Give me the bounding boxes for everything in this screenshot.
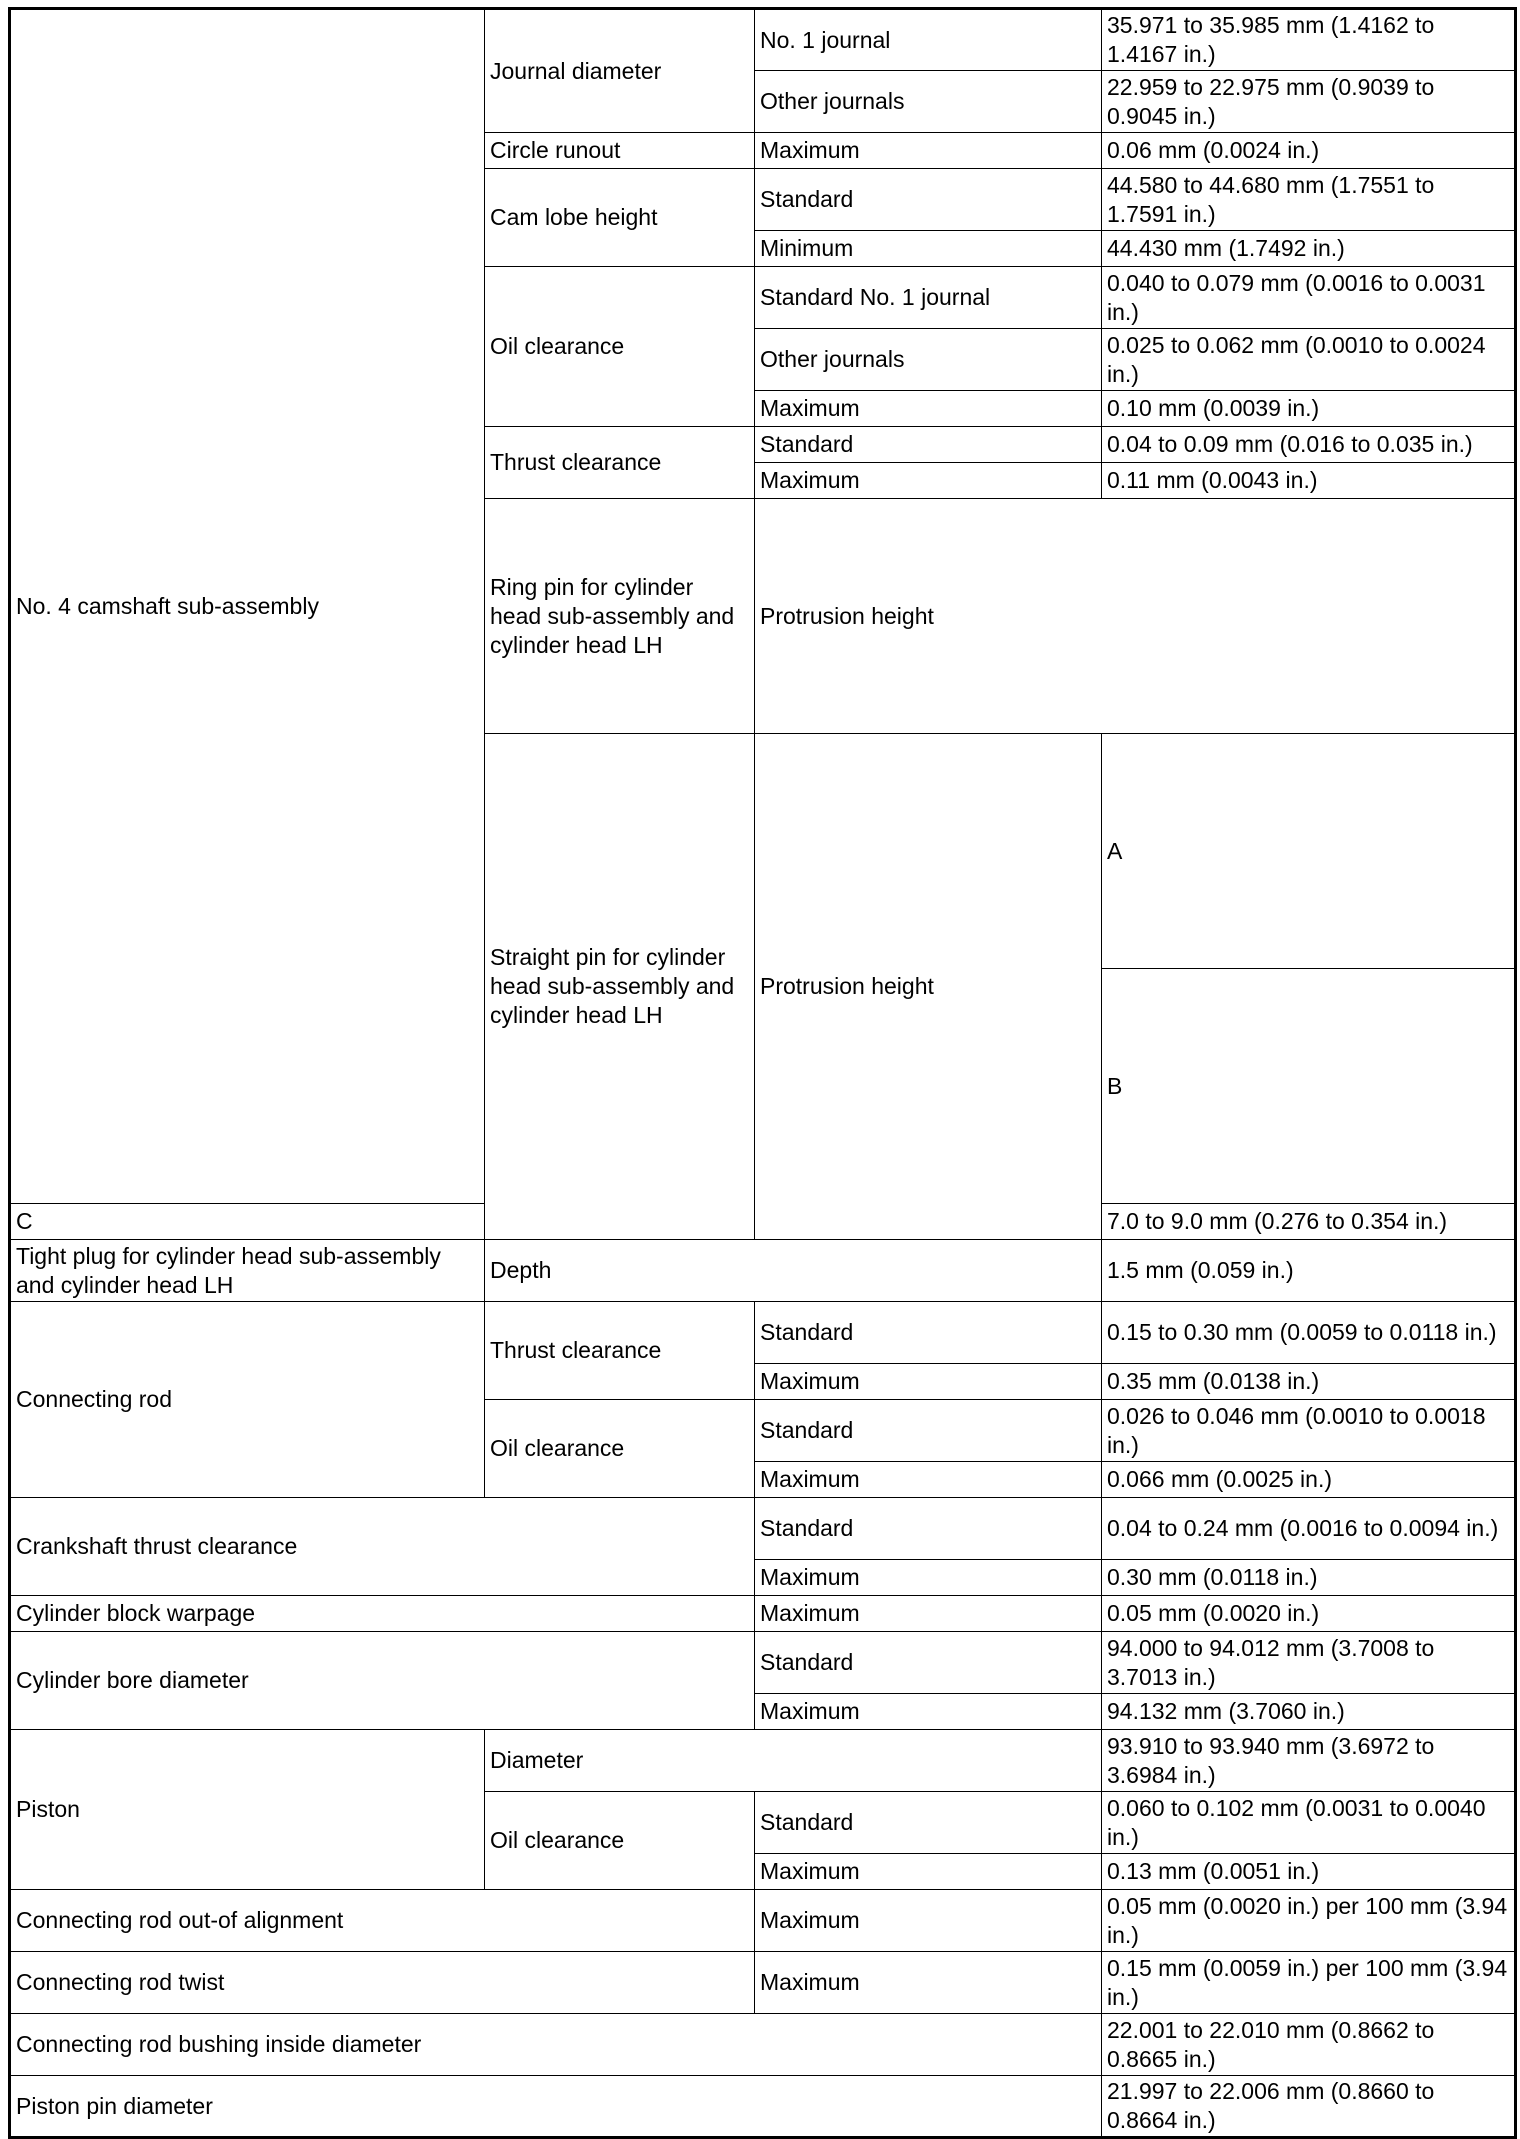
value-cell: 0.11 mm (0.0043 in.) xyxy=(1102,463,1516,499)
condition-cell: No. 1 journal xyxy=(755,9,1102,71)
condition-cell: Maximum xyxy=(755,1462,1102,1498)
component-cell: Connecting rod out-of alignment xyxy=(10,1890,755,1952)
condition-cell: Maximum xyxy=(755,391,1102,427)
component-cell: C xyxy=(10,1204,485,1240)
condition-cell: Standard No. 1 journal xyxy=(755,267,1102,329)
value-cell: 0.026 to 0.046 mm (0.0010 to 0.0018 in.) xyxy=(1102,1400,1516,1462)
condition-cell: Maximum xyxy=(755,1890,1102,1952)
value-cell: 7.0 to 9.0 mm (0.276 to 0.354 in.) xyxy=(1102,1204,1516,1240)
item-cell: Cam lobe height xyxy=(485,169,755,267)
value-cell: 0.04 to 0.09 mm (0.016 to 0.035 in.) xyxy=(1102,427,1516,463)
value-cell: 21.997 to 22.006 mm (0.8660 to 0.8664 in.) xyxy=(1102,2076,1516,2138)
value-cell: 0.35 mm (0.0138 in.) xyxy=(1102,1364,1516,1400)
condition-cell: Maximum xyxy=(755,133,1102,169)
item-cell: Oil clearance xyxy=(485,267,755,427)
condition-cell: Maximum xyxy=(755,1694,1102,1730)
condition-cell: Standard xyxy=(755,1632,1102,1694)
condition-cell: Standard xyxy=(755,1498,1102,1560)
table-row xyxy=(10,1890,1516,1952)
specification-table xyxy=(8,7,1517,2139)
value-cell: 0.05 mm (0.0020 in.) per 100 mm (3.94 in.) xyxy=(1102,1890,1516,1952)
table-row xyxy=(10,1240,1516,1302)
value-cell: 1.5 mm (0.059 in.) xyxy=(1102,1240,1516,1302)
specification-table-body xyxy=(10,9,1516,2138)
value-cell: 0.15 mm (0.0059 in.) per 100 mm (3.94 in.) xyxy=(1102,1952,1516,2014)
condition-cell: Maximum xyxy=(755,1952,1102,2014)
value-cell: 44.580 to 44.680 mm (1.7551 to 1.7591 in.) xyxy=(1102,169,1516,231)
condition-cell: Maximum xyxy=(755,1364,1102,1400)
table-row xyxy=(10,1302,1516,1364)
item-cell: Circle runout xyxy=(485,133,755,169)
value-cell: 0.30 mm (0.0118 in.) xyxy=(1102,1560,1516,1596)
value-cell: 0.04 to 0.24 mm (0.0016 to 0.0094 in.) xyxy=(1102,1498,1516,1560)
item-cell: Straight pin for cylinder head sub-assembly and cylinder head LH xyxy=(485,734,755,1240)
value-cell: 0.10 mm (0.0039 in.) xyxy=(1102,391,1516,427)
component-cell: Piston xyxy=(10,1730,485,1890)
condition-cell: Protrusion height xyxy=(755,499,1516,734)
condition-cell: Standard xyxy=(755,169,1102,231)
table-row xyxy=(10,1596,1516,1632)
value-cell: A xyxy=(1102,734,1516,969)
value-cell: 0.13 mm (0.0051 in.) xyxy=(1102,1854,1516,1890)
item-cell: Diameter xyxy=(485,1730,1102,1792)
table-row xyxy=(10,1730,1516,1792)
value-cell: 0.025 to 0.062 mm (0.0010 to 0.0024 in.) xyxy=(1102,329,1516,391)
condition-cell: Maximum xyxy=(755,1596,1102,1632)
condition-cell: Standard xyxy=(755,1792,1102,1854)
component-cell: Cylinder bore diameter xyxy=(10,1632,755,1730)
value-cell: 93.910 to 93.940 mm (3.6972 to 3.6984 in.) xyxy=(1102,1730,1516,1792)
condition-cell: Maximum xyxy=(755,1854,1102,1890)
value-cell: 22.001 to 22.010 mm (0.8662 to 0.8665 in.) xyxy=(1102,2014,1516,2076)
value-cell: 35.971 to 35.985 mm (1.4162 to 1.4167 in.) xyxy=(1102,9,1516,71)
value-cell: 94.132 mm (3.7060 in.) xyxy=(1102,1694,1516,1730)
table-row xyxy=(10,2076,1516,2138)
value-cell: 0.15 to 0.30 mm (0.0059 to 0.0118 in.) xyxy=(1102,1302,1516,1364)
component-cell: Piston pin diameter xyxy=(10,2076,1102,2138)
value-cell: 0.05 mm (0.0020 in.) xyxy=(1102,1596,1516,1632)
item-cell: Oil clearance xyxy=(485,1792,755,1890)
value-cell: 22.959 to 22.975 mm (0.9039 to 0.9045 in.) xyxy=(1102,71,1516,133)
component-cell: Tight plug for cylinder head sub-assembly and cylinder head LH xyxy=(10,1240,485,1302)
item-cell: Thrust clearance xyxy=(485,427,755,499)
condition-cell: Standard xyxy=(755,427,1102,463)
value-cell: 0.060 to 0.102 mm (0.0031 to 0.0040 in.) xyxy=(1102,1792,1516,1854)
condition-cell: Maximum xyxy=(755,463,1102,499)
table-row xyxy=(10,9,1516,71)
item-cell: Depth xyxy=(485,1240,1102,1302)
item-cell: Ring pin for cylinder head sub-assembly and cylinder head LH xyxy=(485,499,755,734)
table-row xyxy=(10,1952,1516,2014)
condition-cell: Minimum xyxy=(755,231,1102,267)
component-cell: Connecting rod xyxy=(10,1302,485,1498)
item-cell: Thrust clearance xyxy=(485,1302,755,1400)
condition-cell: Maximum xyxy=(755,1560,1102,1596)
component-cell: Cylinder block warpage xyxy=(10,1596,755,1632)
value-cell: 0.066 mm (0.0025 in.) xyxy=(1102,1462,1516,1498)
component-cell: Crankshaft thrust clearance xyxy=(10,1498,755,1596)
value-cell: 0.06 mm (0.0024 in.) xyxy=(1102,133,1516,169)
component-cell: Connecting rod bushing inside diameter xyxy=(10,2014,1102,2076)
condition-cell: Protrusion height xyxy=(755,734,1102,1240)
table-row xyxy=(10,2014,1516,2076)
table-row xyxy=(10,1632,1516,1694)
condition-cell: Standard xyxy=(755,1400,1102,1462)
item-cell: Oil clearance xyxy=(485,1400,755,1498)
component-cell: Connecting rod twist xyxy=(10,1952,755,2014)
condition-cell: Standard xyxy=(755,1302,1102,1364)
item-cell: Journal diameter xyxy=(485,9,755,133)
table-row xyxy=(10,1498,1516,1560)
value-cell: 0.040 to 0.079 mm (0.0016 to 0.0031 in.) xyxy=(1102,267,1516,329)
value-cell: 94.000 to 94.012 mm (3.7008 to 3.7013 in.) xyxy=(1102,1632,1516,1694)
value-cell: 44.430 mm (1.7492 in.) xyxy=(1102,231,1516,267)
condition-cell: Other journals xyxy=(755,71,1102,133)
condition-cell: Other journals xyxy=(755,329,1102,391)
value-cell: B xyxy=(1102,969,1516,1204)
component-cell: No. 4 camshaft sub-assembly xyxy=(10,9,485,1204)
